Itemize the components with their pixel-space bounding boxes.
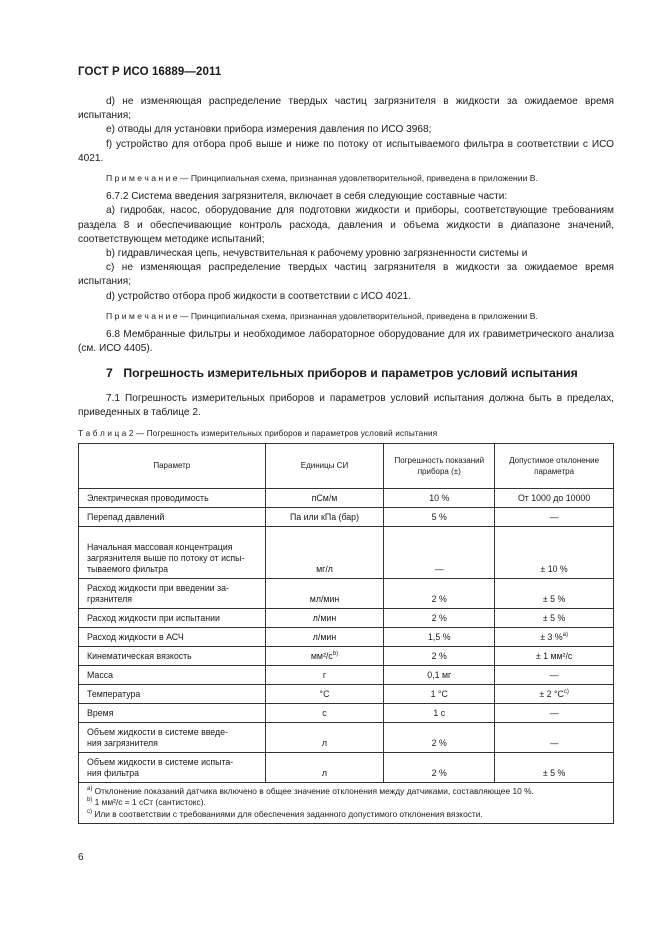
cell-deviation: ± 2 $^\circ С^{c)}$ xyxy=(495,684,614,703)
column-header-units: Единицы СИ xyxy=(265,443,384,488)
cell-parameter: Объем жидкости в системе введе- ния загрязнителя xyxy=(79,722,266,752)
table-row xyxy=(79,646,614,665)
paragraph: d) устройство отбора проб жидкости в соответствии с ИСО 4021. xyxy=(106,290,412,302)
cell-units: Па или кПа (бар) xyxy=(265,507,384,526)
cell-parameter: Объем жидкости в системе испыта- ния фильтра xyxy=(79,752,266,782)
cell-units: мг/л xyxy=(265,526,384,578)
paragraph: a) гидробак, насос, оборудование для подготовки жидкости и приборы, соответствующие требованиям раздела 8 и обеспечивающие контроль расхода, давления и объема жидкости в диапазоне значений, соответствующем методике испытаний; xyxy=(78,205,614,245)
cell-accuracy: 2 % xyxy=(384,722,495,752)
cell-parameter: Температура xyxy=(79,684,266,703)
cell-accuracy: 10 % xyxy=(384,488,495,507)
cell-parameter: Расход жидкости при испытании xyxy=(79,608,266,627)
cell-accuracy: 1 с xyxy=(384,703,495,722)
cell-parameter: Время xyxy=(79,703,266,722)
cell-units: мм²/$с^{b)}$ xyxy=(265,646,384,665)
cell-deviation: ± 5 % xyxy=(495,608,614,627)
table-row xyxy=(79,526,614,578)
paragraph: c) не изменяющая распределение твердых частиц загрязнителя в жидкости за ожидаемое время испытания; xyxy=(78,262,614,288)
cell-parameter: Перепад давлений xyxy=(79,507,266,526)
cell-deviation: — xyxy=(495,722,614,752)
section-number: 7 xyxy=(106,366,113,381)
cell-deviation: ± 1 мм²/с xyxy=(495,646,614,665)
column-header-deviation: Допустимое отклонение параметра xyxy=(495,443,614,488)
cell-parameter: Расход жидкости в АСЧ xyxy=(79,627,266,646)
table-row xyxy=(79,684,614,703)
cell-deviation: ± 5 % xyxy=(495,578,614,608)
cell-units: л xyxy=(265,722,384,752)
cell-parameter: Начальная массовая концентрация загрязнителя выше по потоку от испы- тываемого фильтра xyxy=(79,526,266,578)
table-header-row xyxy=(79,443,614,488)
cell-deviation: ± 10 % xyxy=(495,526,614,578)
section-heading xyxy=(106,366,614,382)
note: П р и м е ч а н и е — Принципиальная схема, признанная удовлетворительной, приведена в приложении В. xyxy=(106,310,538,321)
cell-units: л/мин xyxy=(265,627,384,646)
paragraph: 7.1 Погрешность измерительных приборов и параметров условий испытания должна быть в пределах, приведенных в таблице 2. xyxy=(78,392,614,419)
cell-accuracy: 2 % xyxy=(384,608,495,627)
cell-units: пСм/м xyxy=(265,488,384,507)
footnote-b: $^{b)}$ 1 мм²/с = 1 сСт (сантистокс). xyxy=(87,797,206,808)
document-body xyxy=(78,95,614,824)
cell-deviation: — xyxy=(495,665,614,684)
table-footnotes-row xyxy=(79,782,614,824)
cell-accuracy: 2 % xyxy=(384,578,495,608)
cell-units: с xyxy=(265,703,384,722)
cell-units: л/мин xyxy=(265,608,384,627)
cell-units: л xyxy=(265,752,384,782)
cell-accuracy: 1 °С xyxy=(384,684,495,703)
paragraph: f) устройство для отбора проб выше и ниже по потоку от испытываемого фильтра в соответствии с ИСО 4021. xyxy=(78,138,614,164)
cell-parameter: Расход жидкости при введении за- грязнителя xyxy=(79,578,266,608)
paragraph: 6.8 Мембранные фильтры и необходимое лабораторное оборудование для их гравиметрического анализа (см. ИСО 4405). xyxy=(78,329,614,355)
cell-accuracy: 0,1 мг xyxy=(384,665,495,684)
cell-deviation: — xyxy=(495,703,614,722)
paragraph: e) отводы для установки прибора измерения давления по ИСО 3968; xyxy=(106,124,432,136)
cell-units: мл/мин xyxy=(265,578,384,608)
table-row xyxy=(79,608,614,627)
cell-accuracy: 2 % xyxy=(384,752,495,782)
document-header: ГОСТ Р ИСО 16889—2011 xyxy=(78,66,222,78)
accuracy-table xyxy=(78,443,614,825)
paragraph: 6.7.2 Система введения загрязнителя, включает в себя следующие составные части: xyxy=(106,191,508,203)
table-row xyxy=(79,752,614,782)
cell-deviation: От 1000 до 10000 xyxy=(495,488,614,507)
cell-parameter: Масса xyxy=(79,665,266,684)
section-title: Погрешность измерительных приборов и параметров условий испытания xyxy=(123,366,578,381)
column-header-param: Параметр xyxy=(79,443,266,488)
column-header-accuracy: Погрешность показаний прибора (±) xyxy=(384,443,495,488)
table-row xyxy=(79,578,614,608)
table-row xyxy=(79,627,614,646)
page-number: 6 xyxy=(78,852,84,863)
table-row xyxy=(79,488,614,507)
paragraph: b) гидравлическая цепь, нечувствительная к рабочему уровню загрязненности системы и xyxy=(106,248,528,260)
cell-accuracy: 1,5 % xyxy=(384,627,495,646)
cell-deviation: ± 3 %$^{a)}$ xyxy=(495,627,614,646)
table-footnotes xyxy=(79,782,614,824)
table-row xyxy=(79,507,614,526)
cell-parameter: Кинематическая вязкость xyxy=(79,646,266,665)
footnote-c: $^{c)}$ Или в соответствии с требованиями для обеспечения заданного допустимого отклонения вязкости. xyxy=(87,808,483,819)
cell-accuracy: 5 % xyxy=(384,507,495,526)
cell-deviation: ± 5 % xyxy=(495,752,614,782)
cell-accuracy: — xyxy=(384,526,495,578)
cell-deviation: — xyxy=(495,507,614,526)
table-row xyxy=(79,703,614,722)
cell-units: °С xyxy=(265,684,384,703)
paragraph: d) не изменяющая распределение твердых частиц загрязнителя в жидкости за ожидаемое время испытания; xyxy=(78,96,614,122)
cell-parameter: Электрическая проводимость xyxy=(79,488,266,507)
cell-accuracy: 2 % xyxy=(384,646,495,665)
table-caption: Т а б л и ц а 2 — Погрешность измерительных приборов и параметров условий испытания xyxy=(78,429,438,439)
cell-units: г xyxy=(265,665,384,684)
footnote-a: $^{a)}$ Отклонение показаний датчика включено в общее значение отклонения между датчиками, составляющее 10 %. xyxy=(87,785,534,796)
table-row xyxy=(79,722,614,752)
table-row xyxy=(79,665,614,684)
note: П р и м е ч а н и е — Принципиальная схема, признанная удовлетворительной, приведена в приложении В. xyxy=(106,173,538,184)
